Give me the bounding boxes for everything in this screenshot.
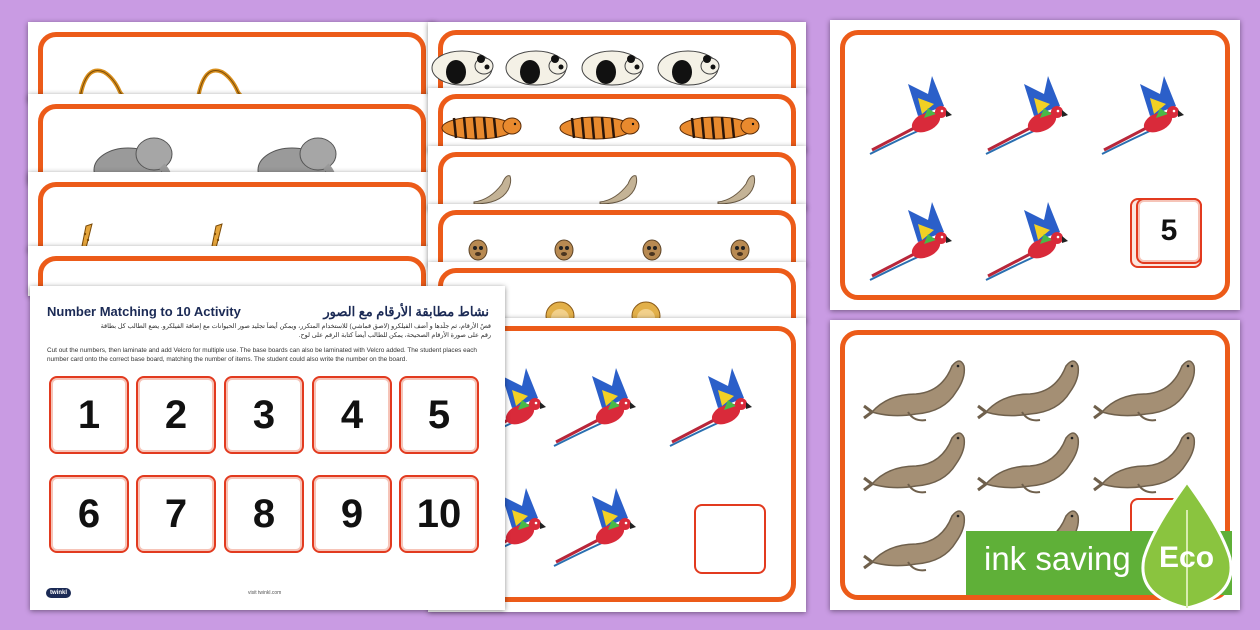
eco-label: Eco bbox=[1159, 541, 1215, 574]
number-card-3[interactable]: 3 bbox=[224, 376, 304, 454]
number-card-6[interactable]: 6 bbox=[49, 475, 129, 553]
number-card-1[interactable]: 1 bbox=[49, 376, 129, 454]
placed-number-card[interactable]: 5 bbox=[1136, 198, 1202, 264]
title-arabic: نشاط مطابقة الأرقام مع الصور bbox=[323, 304, 489, 319]
panda-icon bbox=[428, 22, 806, 92]
number-card-4[interactable]: 4 bbox=[312, 376, 392, 454]
elephant-icon bbox=[28, 94, 428, 184]
title-english: Number Matching to 10 Activity bbox=[47, 304, 241, 319]
board-elephant-sheet bbox=[28, 94, 436, 184]
activity-sheet bbox=[30, 286, 505, 610]
giraffe-icon bbox=[28, 172, 428, 252]
number-card-8[interactable]: 8 bbox=[224, 475, 304, 553]
number-card-slot[interactable] bbox=[694, 504, 766, 574]
board-meerkat-sheet bbox=[428, 204, 806, 266]
number-card-10[interactable]: 10 bbox=[399, 475, 479, 553]
board-giraffe-sheet bbox=[28, 172, 436, 252]
tiger-icon bbox=[428, 88, 806, 152]
number-card-5[interactable]: 5 bbox=[399, 376, 479, 454]
board-parrot-sheet bbox=[830, 20, 1240, 310]
twinkl-logo: twinkl bbox=[46, 588, 71, 598]
ink-saving-label: ink saving bbox=[984, 540, 1131, 577]
footer-url: visit twinkl.com bbox=[248, 590, 282, 596]
number-card-7[interactable]: 7 bbox=[136, 475, 216, 553]
instructions-arabic-line-1: قصّ الأرقام، ثم جلّدها و أضف الفيلكرو (لاصق قماشي) للاستخدام المتكرر، ويمكن أيضاً تجليد صور الحيوانات مع إضافة الفيلكرو. يضع الطالب كل بطاقة bbox=[100, 323, 491, 330]
instructions-arabic-line-2: رقم على صورة الأرقام الصحيحة، يمكن للطالب أيضاً كتابة الرقم على لوح. bbox=[298, 332, 491, 339]
meerkat-icon bbox=[428, 204, 806, 266]
number-card-9[interactable]: 9 bbox=[312, 475, 392, 553]
board-sea-lion-sheet bbox=[428, 146, 806, 210]
instructions-english: Cut out the numbers, then laminate and add Velcro for multiple use. The base boards can also be laminated with Velcro added. The student places each number card onto the correct base board, matching the number of items. The student could also write the number on the board. bbox=[47, 347, 477, 363]
board-tiger-sheet bbox=[428, 88, 806, 152]
board-panda-sheet bbox=[428, 22, 806, 92]
sea-lion-icon bbox=[428, 146, 806, 210]
snake-icon bbox=[28, 22, 428, 102]
number-card-2[interactable]: 2 bbox=[136, 376, 216, 454]
board-snake-sheet bbox=[28, 22, 436, 102]
